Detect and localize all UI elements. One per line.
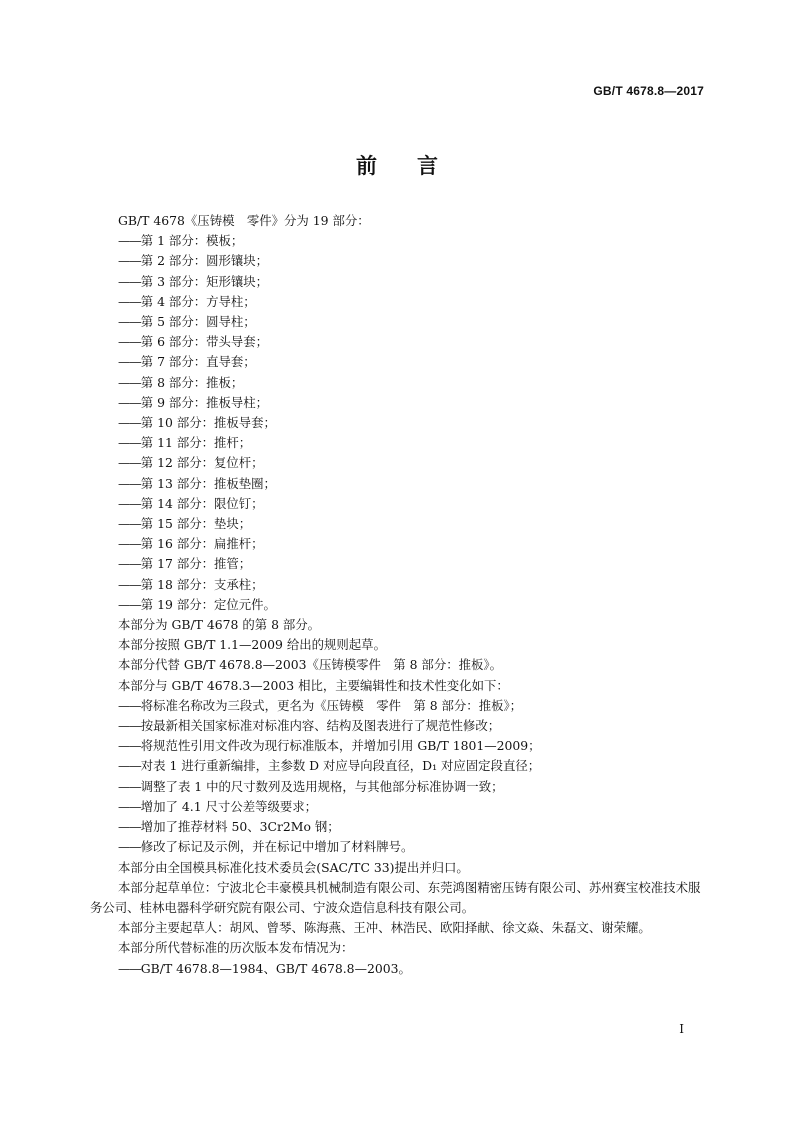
part-item [90,514,710,534]
part-item-text: 第 2 部分：圆形镶块； [140,253,269,269]
dash-mark: —— [118,798,141,814]
part-item-text: 第 5 部分：圆导柱； [140,314,256,330]
part-item-text: 第 4 部分：方导柱； [140,293,256,309]
part-item-text: 第 19 部分：定位元件。 [140,596,276,612]
history-item-text: GB/T 4678.8—1984、GB/T 4678.8—2003。 [140,960,411,976]
change-item-text: 对表 1 进行重新编排，主参数 D 对应导向段直径，D₁ 对应固定段直径； [140,758,541,774]
dash-mark: —— [118,475,141,491]
dash-mark: —— [118,778,141,794]
part-item-text: 第 14 部分：限位钉； [140,495,264,511]
statement-part: 本部分为 GB/T 4678 的第 8 部分。 [118,617,321,633]
standard-code-header: GB/T 4678.8—2017 [593,84,704,98]
part-item [90,554,710,574]
dash-mark: —— [118,960,141,976]
dash-mark: —— [118,334,141,350]
dash-mark: —— [118,435,141,451]
part-item [90,494,710,514]
change-item [90,736,710,756]
part-item-text: 第 16 部分：扁推杆； [140,536,264,552]
history-list [90,959,710,979]
part-item [90,272,710,292]
change-item-text: 将标准名称改为三段式，更名为《压铸模 零件 第 8 部分：推板》； [140,697,523,713]
part-item-text: 第 15 部分：垫块； [140,516,252,532]
part-item-text: 第 8 部分：推板； [140,374,244,390]
part-item [90,231,710,251]
dash-mark: —— [118,374,141,390]
dash-mark: —— [118,576,141,592]
change-item-text: 调整了表 1 中的尺寸数列及选用规格，与其他部分标准协调一致； [140,778,504,794]
part-item [90,575,710,595]
dash-mark: —— [118,233,141,249]
change-item [90,716,710,736]
history-item [90,959,710,979]
statement-proposer: 本部分由全国模具标准化技术委员会(SAC/TC 33)提出并归口。 [118,859,469,875]
dash-mark: —— [118,516,141,532]
page-title: 前言 [356,153,478,178]
change-item-text: 将规范性引用文件改为现行标准版本，并增加引用 GB/T 1801—2009； [140,738,541,754]
dash-mark: —— [118,536,141,552]
change-item [90,817,710,837]
dash-mark: —— [118,839,141,855]
part-item [90,393,710,413]
part-item [90,352,710,372]
part-item [90,453,710,473]
part-item-text: 第 9 部分：推板导柱； [140,394,269,410]
part-item [90,413,710,433]
part-item [90,595,710,615]
part-item-text: 第 10 部分：推板导套； [140,415,276,431]
part-item [90,332,710,352]
parts-list [90,231,710,615]
dash-mark: —— [118,354,141,370]
dash-mark: —— [118,273,141,289]
change-item [90,797,710,817]
part-item-text: 第 12 部分：复位杆； [140,455,264,471]
changes-list [90,696,710,858]
dash-mark: —— [118,495,141,511]
statement-replaces: 本部分代替 GB/T 4678.8—2003《压铸模零件 第 8 部分：推板》。 [118,657,502,673]
dash-mark: —— [118,819,141,835]
changes-intro: 本部分与 GB/T 4678.3—2003 相比，主要编辑性和技术性变化如下： [118,677,509,693]
dash-mark: —— [118,596,141,612]
dash-mark: —— [118,394,141,410]
part-item [90,312,710,332]
dash-mark: —— [118,253,141,269]
part-item [90,534,710,554]
dash-mark: —— [118,758,141,774]
dash-mark: —— [118,415,141,431]
foreword-body [90,211,710,979]
page-number: I [679,1022,684,1036]
part-item-text: 第 3 部分：矩形镶块； [140,273,269,289]
change-item-text: 按最新相关国家标准对标准内容、结构及图表进行了规范性修改； [140,718,501,734]
part-item-text: 第 13 部分：推板垫圈； [140,475,276,491]
part-item-text: 第 1 部分：模板； [140,233,244,249]
part-item-text: 第 6 部分：带头导套； [140,334,269,350]
change-item [90,777,710,797]
change-item [90,837,710,857]
statement-drafting: 本部分按照 GB/T 1.1—2009 给出的规则起草。 [118,637,386,653]
statement-drafting-organizations: 本部分起草单位：宁波北仑丰豪模具机械制造有限公司、东莞鸿图精密压铸有限公司、苏州赛宝校准技术服务公司、桂林电器科学研究院有限公司、宁波众造信息科技有限公司。 [90,879,701,915]
change-item [90,756,710,776]
part-item-text: 第 17 部分：推管； [140,556,252,572]
part-item [90,433,710,453]
part-item [90,474,710,494]
part-item-text: 第 18 部分：支承柱； [140,576,264,592]
dash-mark: —— [118,697,141,713]
statement-drafters: 本部分主要起草人：胡风、曾琴、陈海燕、王冲、林浩民、欧阳择献、徐文焱、朱磊文、谢荣耀。 [118,920,651,936]
dash-mark: —— [118,314,141,330]
dash-mark: —— [118,455,141,471]
dash-mark: —— [118,718,141,734]
part-item-text: 第 7 部分：直导套； [140,354,256,370]
part-item [90,292,710,312]
change-item [90,696,710,716]
change-item-text: 修改了标记及示例，并在标记中增加了材料牌号。 [140,839,414,855]
part-item [90,251,710,271]
dash-mark: —— [118,293,141,309]
change-item-text: 增加了 4.1 尺寸公差等级要求； [140,798,318,814]
part-item [90,373,710,393]
part-item-text: 第 11 部分：推杆； [140,435,252,451]
change-item-text: 增加了推荐材料 50、3Cr2Mo 钢； [140,819,340,835]
dash-mark: —— [118,556,141,572]
dash-mark: —— [118,738,141,754]
intro-paragraph: GB/T 4678《压铸模 零件》分为 19 部分： [118,213,370,228]
statement-history-intro: 本部分所代替标准的历次版本发布情况为： [118,940,354,956]
